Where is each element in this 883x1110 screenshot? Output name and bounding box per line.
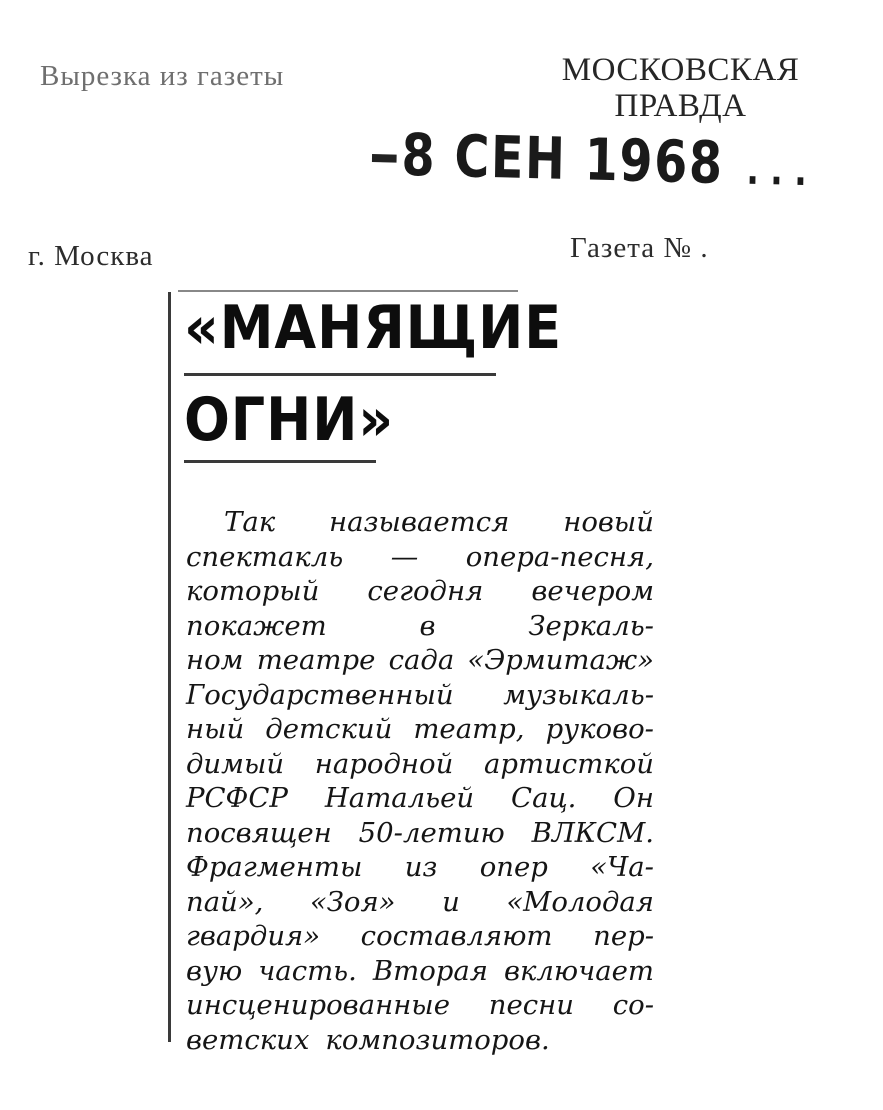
article-word: песни xyxy=(488,989,574,1021)
article-word: инсценированные xyxy=(186,989,450,1021)
article-word: вую xyxy=(186,954,243,987)
article-line xyxy=(186,609,654,644)
article-word: руково- xyxy=(545,713,654,745)
article-line xyxy=(186,816,654,851)
city-label: г. Москва xyxy=(28,240,154,272)
article-line xyxy=(186,712,654,747)
article-word: новый xyxy=(563,506,654,538)
article-word: ный xyxy=(186,713,245,745)
article-line xyxy=(186,540,654,575)
article-line xyxy=(186,919,654,954)
article-line xyxy=(186,885,654,920)
article-word: — xyxy=(390,540,419,573)
article-body xyxy=(186,505,654,1057)
article-word: спектакль xyxy=(186,540,344,573)
article-word: ВЛКСМ. xyxy=(531,816,654,849)
article-word: народной xyxy=(314,747,454,780)
article-word: гвардия» xyxy=(186,920,321,952)
article-word: покажет xyxy=(186,609,327,642)
article-word: артисткой xyxy=(484,747,654,780)
article-word: Сац. xyxy=(511,782,577,814)
newspaper-name-line-2: ПРАВДА xyxy=(614,88,747,124)
article-word: включает xyxy=(503,954,654,987)
article-word: Зеркаль- xyxy=(528,609,654,642)
article-word: со- xyxy=(612,989,654,1021)
headline-line-1: «МАНЯЩИЕ xyxy=(184,293,563,363)
article-line xyxy=(186,505,654,540)
article-word: ветских xyxy=(186,1023,310,1056)
article-word: Так xyxy=(224,506,276,538)
article-word: Фрагменты xyxy=(186,851,363,883)
article-word: часть. xyxy=(258,954,357,987)
article-word: театр, xyxy=(413,713,525,745)
article-word: «Эрмитаж» xyxy=(467,644,654,676)
article-line xyxy=(186,781,654,816)
article-word: сада xyxy=(388,644,455,676)
article-line xyxy=(186,954,654,989)
article-line xyxy=(186,643,654,678)
article-word: «Ча- xyxy=(590,851,654,883)
article-line xyxy=(186,574,654,609)
article-line xyxy=(186,678,654,713)
column-top-rule xyxy=(178,290,518,292)
article-word: в xyxy=(419,609,436,642)
issue-label-text: Газета № xyxy=(570,232,693,264)
newspaper-name-line-1: МОСКОВСКАЯ xyxy=(561,52,800,88)
stamp-dots: ... xyxy=(723,146,819,196)
article-word: который xyxy=(186,575,320,607)
article-word: «Молодая xyxy=(506,885,654,918)
article-word: Государственный xyxy=(186,678,454,711)
article-word: Вторая xyxy=(372,954,488,987)
article-word: ном xyxy=(186,644,244,676)
article-word: опер xyxy=(479,851,548,883)
article-word: Натальей xyxy=(324,782,475,814)
headline-line-2: ОГНИ» xyxy=(184,385,395,455)
article-word: Он xyxy=(613,782,654,814)
article-word: композиторов. xyxy=(325,1023,550,1056)
article-line xyxy=(186,1023,654,1058)
article-word: пер- xyxy=(593,920,654,952)
article-word: вечером xyxy=(531,575,654,607)
newspaper-name xyxy=(548,52,813,124)
headline-underline-1 xyxy=(184,373,496,376)
article-word: «Зоя» xyxy=(309,885,396,918)
article-word: димый xyxy=(186,747,285,780)
article-word: из xyxy=(404,851,438,883)
article-word: посвящен xyxy=(186,816,332,849)
article-line xyxy=(186,988,654,1023)
article-word: пай», xyxy=(186,885,264,918)
article-word: и xyxy=(442,885,460,918)
article-word: музыкаль- xyxy=(503,678,654,711)
article-word: сегодня xyxy=(367,575,484,607)
issue-label: Газета № . xyxy=(570,232,709,264)
column-left-rule xyxy=(168,292,171,1042)
article-word: составляют xyxy=(360,920,553,952)
article-word: театре xyxy=(256,644,376,676)
article-word: 50-летию xyxy=(358,816,505,849)
clipping-label: Вырезка из газеты xyxy=(40,60,285,92)
article-line xyxy=(186,850,654,885)
headline-underline-2 xyxy=(184,460,376,463)
article-word: РСФСР xyxy=(186,782,288,814)
article-word: называется xyxy=(329,506,510,538)
article-line xyxy=(186,747,654,782)
date-stamp xyxy=(371,122,819,204)
date-stamp-text: 8 СЕН 1968 xyxy=(400,120,725,197)
article-word: детский xyxy=(265,713,393,745)
article-word: опера-песня, xyxy=(465,540,654,573)
stamp-dash xyxy=(372,154,397,163)
